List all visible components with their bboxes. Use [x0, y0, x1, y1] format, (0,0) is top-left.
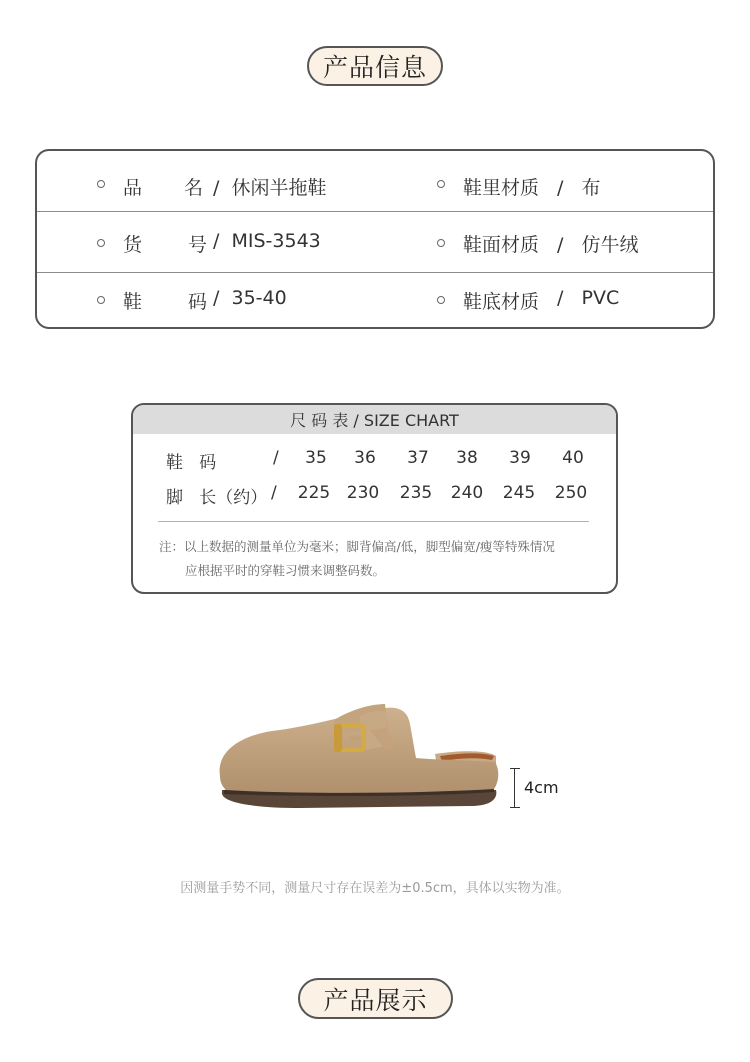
upper-label: 鞋面材质: [463, 234, 540, 256]
upper-value: / 仿牛绒: [557, 234, 639, 256]
measurement-disclaimer: 因测量手势不同，测量尺寸存在误差为±0.5cm，具体以实物为准。: [180, 881, 570, 896]
section-title-product-info: 产品信息: [307, 46, 443, 86]
bullet-icon: [97, 296, 105, 304]
lining-value: / 布: [557, 177, 601, 199]
size-cell: 36: [354, 448, 376, 468]
bullet-icon: [97, 239, 105, 247]
name-value: / 休闲半拖鞋: [213, 177, 327, 199]
sole-label: 鞋底材质: [463, 291, 540, 313]
section-title-product-display: 产品展示: [298, 978, 453, 1019]
bullet-icon: [437, 296, 445, 304]
item-label: 货 号: [123, 234, 208, 256]
product-image-shoe: [210, 690, 510, 820]
info-row-item-number: [37, 212, 713, 271]
length-cell: 250: [554, 483, 588, 503]
length-cell: 245: [502, 483, 536, 503]
bullet-icon: [97, 180, 105, 188]
product-info-table: [35, 149, 715, 329]
info-row-size: [37, 273, 713, 332]
size-value: / 35-40: [213, 287, 287, 309]
length-cell: 235: [399, 483, 433, 503]
slash: /: [273, 448, 279, 468]
size-note-line1: 注：以上数据的测量单位为毫米；脚背偏高/低，脚型偏宽/瘦等特殊情况: [159, 539, 555, 554]
measure-line: [514, 768, 515, 808]
size-cell: 38: [456, 448, 478, 468]
name-label: 品 名: [123, 177, 204, 199]
size-chart: [131, 403, 618, 594]
lining-label: 鞋里材质: [463, 177, 540, 199]
length-cell: 230: [346, 483, 380, 503]
info-row-name: [37, 151, 713, 210]
size-row-label: 鞋 码: [166, 453, 217, 473]
length-cell: 240: [450, 483, 484, 503]
size-label: 鞋 码: [123, 291, 208, 313]
measure-tick: [510, 768, 520, 769]
height-measurement: [510, 768, 570, 808]
size-chart-title: 尺 码 表 / SIZE CHART: [133, 405, 616, 434]
measure-label: 4cm: [524, 778, 559, 797]
sole-value: / PVC: [557, 287, 620, 309]
size-row-foot-length: [133, 483, 616, 507]
size-cell: 35: [305, 448, 327, 468]
bullet-icon: [437, 239, 445, 247]
size-row-shoe-size: [133, 448, 616, 472]
slash: /: [271, 483, 277, 503]
size-cell: 39: [509, 448, 531, 468]
size-cell: 40: [562, 448, 584, 468]
length-row-label: 脚 长（约）: [166, 488, 268, 508]
size-note-line2: 应根据平时的穿鞋习惯来调整码数。: [185, 563, 386, 578]
bullet-icon: [437, 180, 445, 188]
item-value: / MIS-3543: [213, 230, 321, 252]
measure-tick: [510, 807, 520, 808]
size-chart-divider: [158, 521, 589, 522]
size-cell: 37: [407, 448, 429, 468]
length-cell: 225: [297, 483, 331, 503]
